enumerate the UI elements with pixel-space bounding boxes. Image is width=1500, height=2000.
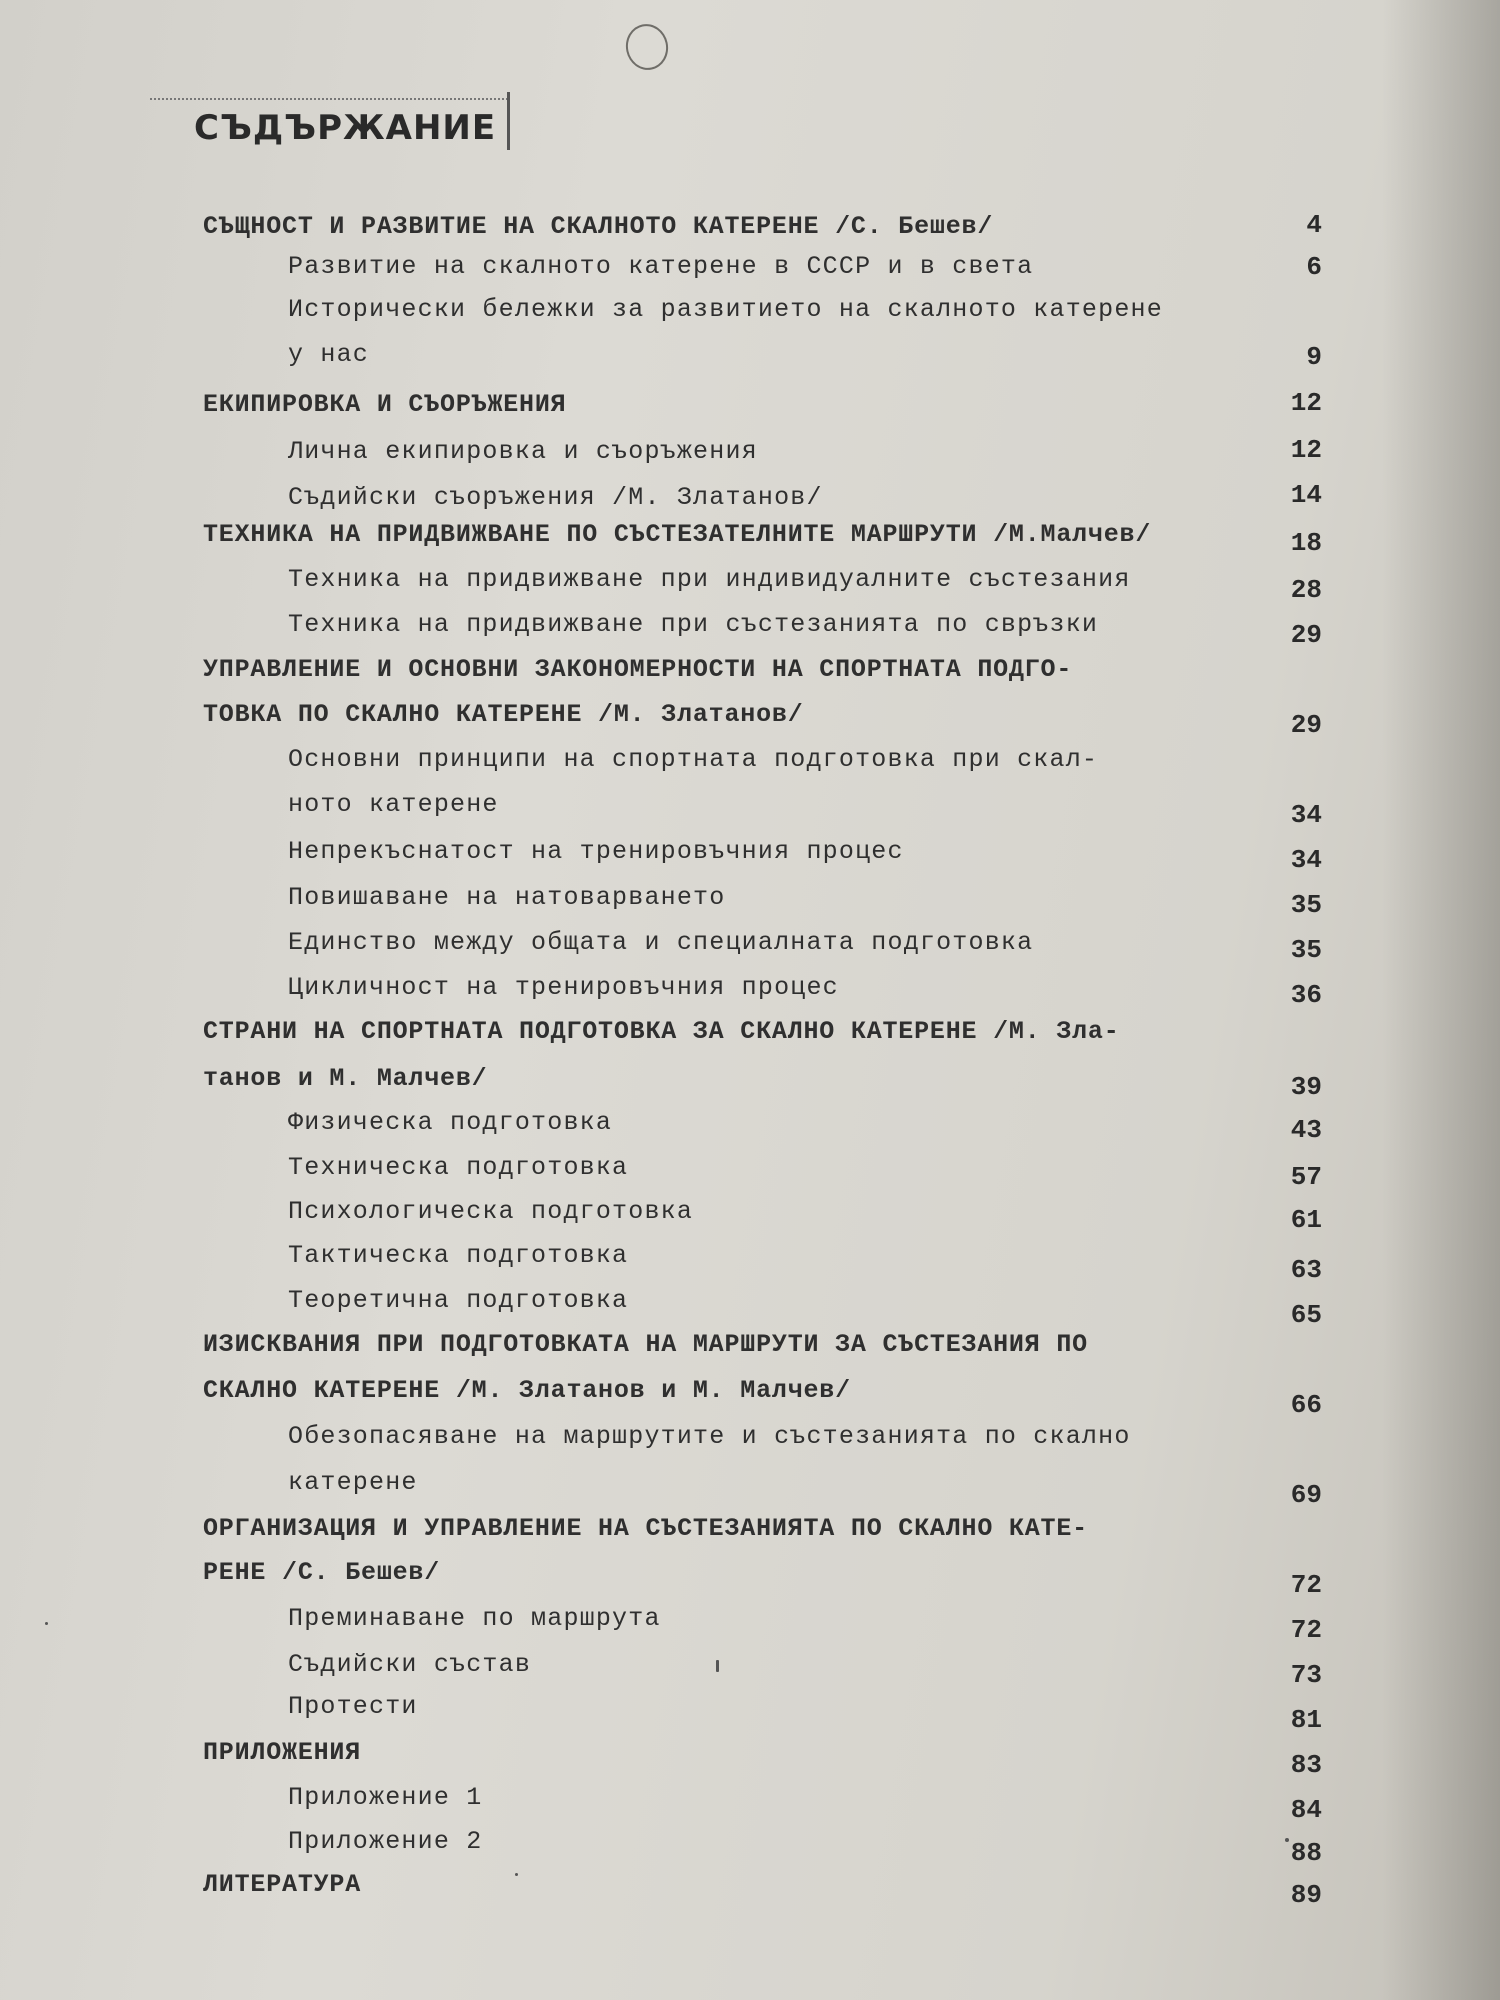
toc-section-title: СКАЛНО КАТЕРЕНЕ /М. Златанов и М. Малчев/ bbox=[203, 1376, 851, 1405]
toc-section-title: ТЕХНИКА НА ПРИДВИЖВАНЕ ПО СЪСТЕЗАТЕЛНИТЕ МАРШРУТИ /М.Малчев/ bbox=[203, 520, 1152, 549]
toc-section-title: ТОВКА ПО СКАЛНО КАТЕРЕНЕ /М. Златанов/ bbox=[203, 700, 804, 729]
toc-page-number: 36 bbox=[1290, 980, 1322, 1010]
toc-subsection-title: Приложение 2 bbox=[288, 1827, 483, 1856]
toc-page-number: 29 bbox=[1290, 620, 1322, 650]
toc-subsection-title: катерене bbox=[288, 1468, 418, 1497]
toc-section-title: ОРГАНИЗАЦИЯ И УПРАВЛЕНИЕ НА СЪСТЕЗАНИЯТА ПО СКАЛНО КАТЕ- bbox=[203, 1514, 1088, 1543]
toc-page-number: 72 bbox=[1290, 1570, 1322, 1600]
toc-subsection-title: ното катерене bbox=[288, 790, 499, 819]
toc-subsection-title: Лична екипировка и съоръжения bbox=[288, 437, 758, 466]
toc-page-number: 81 bbox=[1290, 1705, 1322, 1735]
toc-page-number: 65 bbox=[1290, 1300, 1322, 1330]
toc-section-title: ИЗИСКВАНИЯ ПРИ ПОДГОТОВКАТА НА МАРШРУТИ ЗА СЪСТЕЗАНИЯ ПО bbox=[203, 1330, 1088, 1359]
toc-subsection-title: Непрекъснатост на тренировъчния процес bbox=[288, 837, 904, 866]
toc-page-number: 63 bbox=[1290, 1255, 1322, 1285]
toc-page-number: 12 bbox=[1290, 435, 1322, 465]
toc-subsection-title: Теоретична подготовка bbox=[288, 1286, 629, 1315]
toc-page-number: 57 bbox=[1290, 1162, 1322, 1192]
toc-page-number: 88 bbox=[1290, 1838, 1322, 1868]
toc-subsection-title: Психологическа подготовка bbox=[288, 1197, 694, 1226]
toc-subsection-title: Основни принципи на спортната подготовка при скал- bbox=[288, 745, 1099, 774]
toc-subsection-title: Преминаване по маршрута bbox=[288, 1604, 661, 1633]
toc-page-number: 89 bbox=[1290, 1880, 1322, 1910]
toc-page-number: 28 bbox=[1290, 575, 1322, 605]
toc-page-number: 6 bbox=[1306, 252, 1322, 282]
toc-page-number: 34 bbox=[1290, 845, 1322, 875]
page-title: СЪДЪРЖАНИЕ bbox=[194, 108, 497, 148]
toc-subsection-title: Техника на придвижване при индивидуалните състезания bbox=[288, 565, 1131, 594]
toc-page-number: 35 bbox=[1290, 890, 1322, 920]
toc-subsection-title: Цикличност на тренировъчния процес bbox=[288, 973, 839, 1002]
toc-page-number: 83 bbox=[1290, 1750, 1322, 1780]
toc-section-title: ПРИЛОЖЕНИЯ bbox=[203, 1738, 362, 1767]
toc-subsection-title: Развитие на скалното катерене в СССР и в света bbox=[288, 252, 1034, 281]
toc-subsection-title: Повишаване на натоварването bbox=[288, 883, 726, 912]
toc-subsection-title: Протести bbox=[288, 1692, 418, 1721]
toc-page-number: 9 bbox=[1306, 342, 1322, 372]
ink-speck bbox=[515, 1873, 518, 1876]
toc-subsection-title: Физическа подготовка bbox=[288, 1108, 613, 1137]
toc-section-title: СТРАНИ НА СПОРТНАТА ПОДГОТОВКА ЗА СКАЛНО КАТЕРЕНЕ /М. Зла- bbox=[203, 1017, 1120, 1046]
toc-page-number: 73 bbox=[1290, 1660, 1322, 1690]
toc-page-number: 69 bbox=[1290, 1480, 1322, 1510]
toc-subsection-title: у нас bbox=[288, 340, 370, 369]
toc-page-number: 39 bbox=[1290, 1072, 1322, 1102]
toc-page-number: 18 bbox=[1290, 528, 1322, 558]
toc-subsection-title: Техника на придвижване при състезанията по свръзки bbox=[288, 610, 1099, 639]
toc-subsection-title: Обезопасяване на маршрутите и състезанията по скално bbox=[288, 1422, 1131, 1451]
toc-subsection-title: Исторически бележки за развитието на скалното катерене bbox=[288, 295, 1163, 324]
ink-speck bbox=[716, 1660, 719, 1672]
ink-speck bbox=[45, 1622, 48, 1625]
toc-section-title: ЛИТЕРАТУРА bbox=[203, 1870, 362, 1899]
toc-page-number: 4 bbox=[1306, 210, 1322, 240]
toc-subsection-title: Единство между общата и специалната подготовка bbox=[288, 928, 1034, 957]
toc-page-number: 84 bbox=[1290, 1795, 1322, 1825]
ink-speck bbox=[1285, 1838, 1289, 1842]
toc-subsection-title: Техническа подготовка bbox=[288, 1153, 629, 1182]
toc-page-number: 72 bbox=[1290, 1615, 1322, 1645]
toc-section-title: ЕКИПИРОВКА И СЪОРЪЖЕНИЯ bbox=[203, 390, 567, 419]
toc-subsection-title: Приложение 1 bbox=[288, 1783, 483, 1812]
toc-section-title: УПРАВЛЕНИЕ И ОСНОВНИ ЗАКОНОМЕРНОСТИ НА СПОРТНАТА ПОДГО- bbox=[203, 655, 1073, 684]
toc-page-number: 14 bbox=[1290, 480, 1322, 510]
toc-subsection-title: Съдийски съоръжения /М. Златанов/ bbox=[288, 483, 823, 512]
toc-page-number: 34 bbox=[1290, 800, 1322, 830]
toc-section-title: танов и М. Малчев/ bbox=[203, 1064, 488, 1093]
toc-subsection-title: Тактическа подготовка bbox=[288, 1241, 629, 1270]
toc-page-number: 43 bbox=[1290, 1115, 1322, 1145]
toc-section-title: СЪЩНОСТ И РАЗВИТИЕ НА СКАЛНОТО КАТЕРЕНЕ /С. Бешев/ bbox=[203, 212, 994, 241]
toc-page-number: 35 bbox=[1290, 935, 1322, 965]
toc-subsection-title: Съдийски състав bbox=[288, 1650, 532, 1679]
toc-page-number: 66 bbox=[1290, 1390, 1322, 1420]
toc-section-title: РЕНЕ /С. Бешев/ bbox=[203, 1558, 441, 1587]
toc-page-number: 12 bbox=[1290, 388, 1322, 418]
toc-page-number: 61 bbox=[1290, 1205, 1322, 1235]
toc-page-number: 29 bbox=[1290, 710, 1322, 740]
